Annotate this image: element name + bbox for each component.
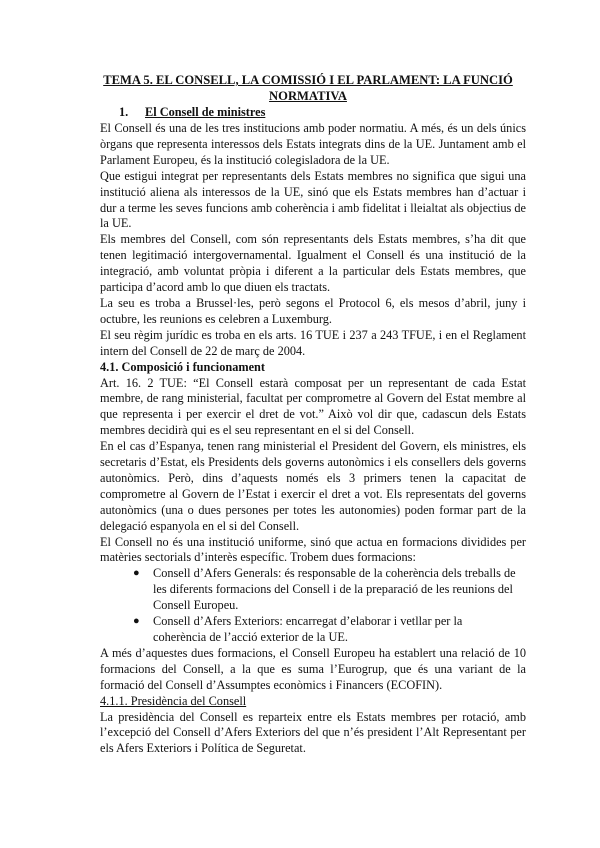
- paragraph: Art. 16. 2 TUE: “El Consell estarà composat per un representant de cada Estat membre, de rang ministerial, facultat per comprometre al Govern del Estat membre al que representa i per exercir el dret de vot.” Això vol dir que, cadascun dels Estats membres decidirà qui es el seu representant en el si del Consell.: [100, 375, 526, 438]
- section-4-1-1-heading: 4.1.1. Presidència del Consell: [100, 693, 247, 708]
- document-body: [100, 121, 526, 757]
- section-1-heading: [119, 105, 265, 121]
- paragraph: El seu règim jurídic es troba en els arts. 16 TUE i 237 a 243 TFUE, i en el Reglament intern del Consell de 22 de març de 2004.: [100, 327, 526, 358]
- bullet-icon: ●: [133, 567, 140, 580]
- paragraph: La presidència del Consell es reparteix entre els Estats membres per rotació, amb l’excepció del Consell d’Afers Exteriors del que n’és president l’Alt Representant per els Afers Exteriors i Política de Seguretat.: [100, 709, 526, 756]
- section-1-title: El Consell de ministres: [145, 105, 266, 119]
- bullet-icon: ●: [133, 615, 140, 628]
- section-4-1-heading: 4.1. Composició i funcionament: [100, 359, 265, 374]
- paragraph: Els membres del Consell, com són representants dels Estats membres, s’ha dit que tenen legitimació intergovernamental. Igualment el Consell és una institució de la integració, amb voluntat pròpia i diferent a la particular dels Estats membres, que participa d’acord amb lo que diuen els tractats.: [100, 232, 526, 295]
- paragraph: Que estigui integrat per representants dels Estats membres no significa que sigui una institució aliena als interessos de la UE, sinó que els Estats membres han d’actuar i dur a terme les seves funcions amb coherència i amb fidelitat i lleialtat als objectius de la UE.: [100, 168, 526, 231]
- paragraph: El Consell és una de les tres institucions amb poder normatiu. A més, és un dels únics òrgans que representa interessos dels Estats integrats dins de la UE. Juntament amb el Parlament Europeu, és la institució colegisladora de la UE.: [100, 121, 526, 167]
- paragraph: El Consell no és una institució uniforme, sinó que actua en formacions dividides per matèries sectorials d’interès específic. Trobem dues formacions:: [100, 534, 526, 565]
- list-item: [100, 566, 526, 614]
- document-title: TEMA 5. EL CONSELL, LA COMISSIÓ I EL PARLAMENT: LA FUNCIÓ NORMATIVA: [103, 73, 513, 103]
- formations-list: [100, 566, 526, 646]
- paragraph: A més d’aquestes dues formacions, el Consell Europeu ha establert una relació de 10 formacions del Consell, a la que es suma l’Eurogrup, que és una variant de la formació del Consell d’Assumptes econòmics i Financers (ECOFIN).: [100, 645, 526, 692]
- section-1-number: 1.: [119, 105, 129, 119]
- list-item-text: Consell d’Afers Exteriors: encarregat d’elaborar i vetllar per la coherència de l’acció exterior de la UE.: [153, 614, 463, 644]
- list-item-text: Consell d’Afers Generals: és responsable de la coherència dels treballs de les diferents formacions del Consell i de la preparació de les reunions del Consell Europeu.: [153, 566, 516, 613]
- paragraph: En el cas d’Espanya, tenen rang ministerial el President del Govern, els ministres, els secretaris d’Estat, els Presidents dels governs autonòmics i els consellers dels governs autonòmics. Però, dins d’aquests només els 3 primers tenen la capacitat de comprometre al Govern de l’Estat i exercir el dret a vot. Els representats del governs autonòmics (una o dues persones per totes les autonomies) poden formar part de la delegació espanyola en el si del Consell.: [100, 439, 526, 533]
- list-item: [100, 614, 526, 646]
- paragraph: La seu es troba a Brussel·les, però segons el Protocol 6, els mesos d’abril, juny i octubre, les reunions es celebren a Luxemburg.: [100, 295, 526, 326]
